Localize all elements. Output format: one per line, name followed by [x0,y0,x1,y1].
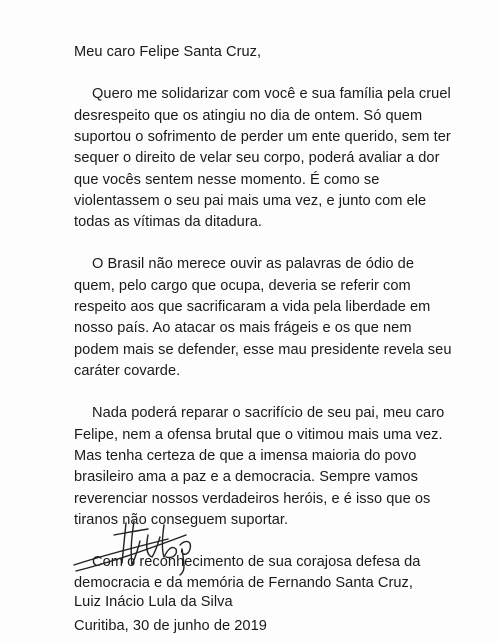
paragraph-1-line-6: violentassem o seu pai mais uma vez, e junto com ele [74,193,427,209]
place-and-date: Curitiba, 30 de junho de 2019 [74,618,267,634]
paragraph-2-line-6: caráter covarde. [74,363,181,379]
paragraph-3-line-4: brasileiro ama a paz e a democracia. Sempre vamos [74,469,418,485]
signatory-name: Luiz Inácio Lula da Silva [74,594,233,610]
handwritten-signature [68,505,208,577]
paragraph-2-line-2: quem, pelo cargo que ocupa, deveria se referir com [74,278,411,294]
paragraph-3-line-3: Mas tenha certeza de que a imensa maioria do povo [74,448,417,464]
closing-line-1: Com o reconhecimento de sua corajosa defesa da [92,554,421,570]
paragraph-1-line-7: todas as vítimas da ditadura. [74,214,263,230]
paragraph-2-line-3: respeito aos que sacrificaram a vida pela liberdade em [74,299,431,315]
paragraph-1-line-1: Quero me solidarizar com você e sua família pela cruel [92,86,451,102]
paragraph-3-line-5: reverenciar nossos verdadeiros heróis, e é isso que os [74,491,431,507]
paragraph-3-line-6: tiranos não conseguem suportar. [74,512,289,528]
paragraph-3-line-1: Nada poderá reparar o sacrifício de seu pai, meu caro [92,405,445,421]
paragraph-1-line-5: que vocês sentem nesse momento. É como se [74,172,380,188]
paragraph-1-line-2: desrespeito que os atingiu no dia de ontem. Só quem [74,108,423,124]
paragraph-1-line-3: suportou o sofrimento de perder um ente querido, sem ter [74,129,451,145]
paragraph-3-line-2: Felipe, nem a ofensa brutal que o vitimou mais uma vez. [74,427,443,443]
paragraph-1-line-4: sequer o direito de velar seu corpo, poderá avaliar a dor [74,150,440,166]
paragraph-2-line-4: nosso país. Ao atacar os mais frágeis e os que nem [74,320,412,336]
closing-line-2: democracia e da memória de Fernando Santa Cruz, [74,575,413,591]
paragraph-2-line-1: O Brasil não merece ouvir as palavras de ódio de [92,256,415,272]
paragraph-2-line-5: podem mais se defender, esse mau presidente revela seu [74,342,452,358]
salutation: Meu caro Felipe Santa Cruz, [74,44,262,60]
